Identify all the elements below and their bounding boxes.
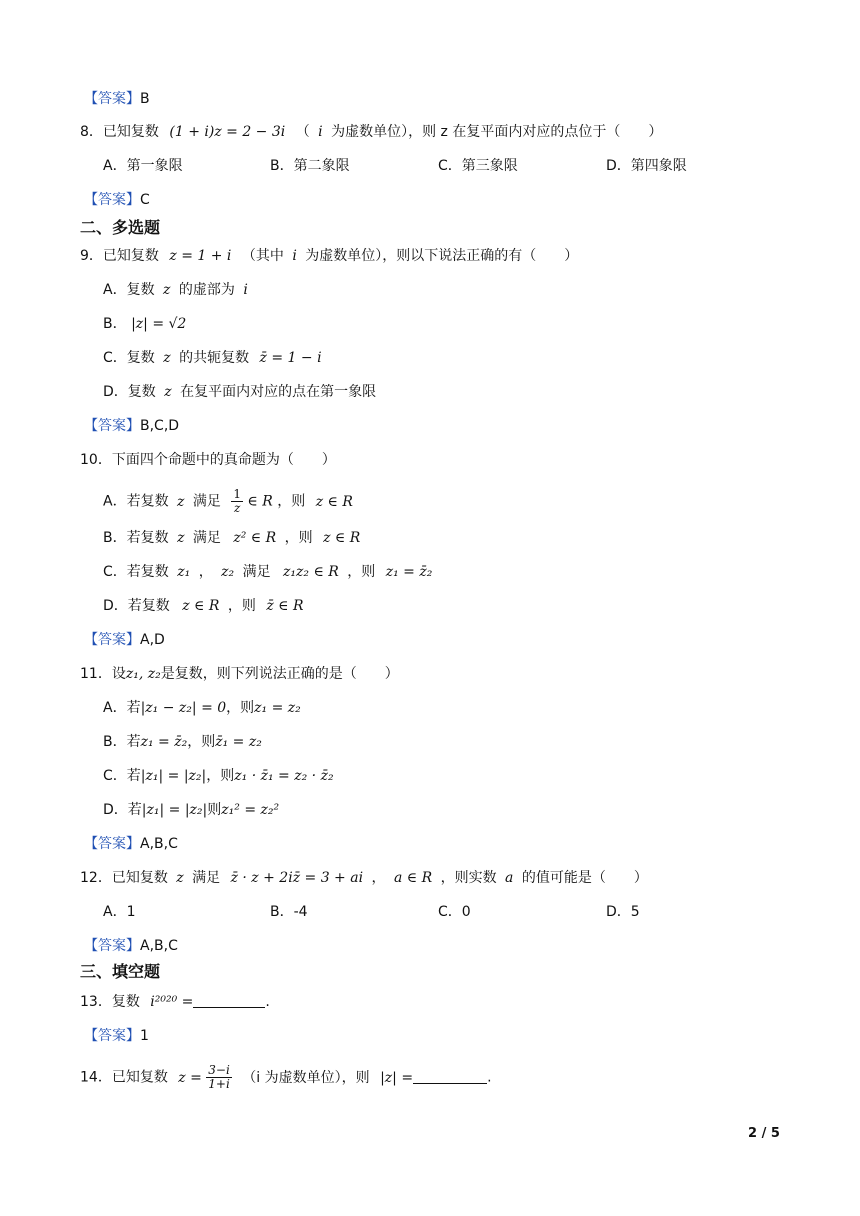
math-expression: |z₁| = |z₂| [141,802,208,818]
math-expression: i²⁰²⁰ = [150,994,194,1010]
question-text: 满足 [192,870,221,886]
option-text: ，则 [226,700,255,716]
answer-tag: 【答案】 [84,1028,140,1044]
answer-value: A,B,C [140,836,178,852]
option-d [103,382,376,402]
question-text: 11．设 [80,666,126,682]
answer-line [84,630,165,650]
option-text: C．若复数 [103,564,169,580]
option-c [103,766,334,786]
math-expression: z̄ · z + 2iz̄ = 3 + ai [230,870,364,886]
option-text: 在复平面内对应的点在第一象限 [180,384,377,400]
answer-value: A,B,C [140,938,178,954]
math-expression: z² ∈ R [233,530,277,546]
answer-value: 1 [140,1028,149,1044]
question-text: . [265,994,270,1010]
math-expression: |z₁ − z₂| = 0 [140,700,227,716]
answer-line [84,936,178,956]
question-number: 8． [80,124,103,140]
math-expression: (1 + i)z = 2 − 3i [169,124,286,140]
option-a: A．第一象限 [103,158,183,174]
math-expression: a ∈ R [393,870,433,886]
math-i: i [243,282,248,298]
math-z: z [163,350,171,366]
option-text: ，则 [347,564,376,580]
option-c: C．第三象限 [438,158,518,174]
option-text: 满足 [192,493,221,510]
option-a [103,488,353,515]
answer-value: B [140,91,150,107]
option-text: A．复数 [103,282,155,298]
question-text: ， [371,870,386,886]
question-text: ，则实数 [440,870,497,886]
option-text: ，则 [277,493,306,510]
answer-line [84,1026,149,1046]
option-text: ，则 [227,598,256,614]
option-text: A．若 [103,700,141,716]
question-text: （其中 [241,248,284,264]
answer-blank[interactable] [193,993,265,1008]
option-text: 则 [207,802,222,818]
option-a [103,280,252,300]
page-number: 2 / 5 [748,1126,780,1141]
answer-tag: 【答案】 [84,632,140,648]
math-a: a [505,870,514,886]
option-b [103,732,262,752]
math-expression: z₁z₂ ∈ R [283,564,339,580]
math-z: z [177,493,185,510]
fraction-denominator: 1+i [208,1077,230,1091]
math-i: i [292,248,297,264]
option-text: 的虚部为 [178,282,235,298]
option-text: ，则 [206,768,235,784]
question-11 [80,664,399,684]
math-expression: |z| = √2 [131,316,187,332]
option-text: 满足 [242,564,271,580]
question-text: 9．已知复数 [80,248,159,264]
answer-line [84,416,179,436]
question-13 [80,992,270,1012]
question-text: 已知复数 [102,124,159,140]
answer-line [84,89,150,109]
question-text: . [487,1069,492,1086]
answer-tag: 【答案】 [84,192,140,208]
option-text: D．若复数 [103,598,170,614]
math-expression: z̄ ∈ R [266,598,304,614]
question-text: 13．复数 [80,994,140,1010]
fraction [206,1064,232,1091]
option-text: ，则 [284,530,313,546]
math-expression: z₁ = z̄₂ [140,734,188,750]
math-expression: z = [178,1069,202,1086]
math-z: z [164,384,172,400]
question-10 [80,450,336,470]
option-d: D．5 [606,904,640,920]
math-expression: z₁ = z̄₂ [385,564,433,580]
option-a: A．1 [103,904,136,920]
math-expression: z₁ · z̄₁ = z₂ · z̄₂ [234,768,334,784]
option-text: D．复数 [103,384,156,400]
answer-value: B,C,D [140,418,180,434]
option-text: D．若 [103,802,142,818]
math-expression: z ∈ R [323,530,361,546]
math-expression: z₁, z₂ [125,666,161,682]
math-expression: z₁ = z₂ [254,700,301,716]
option-d [103,596,304,616]
math-expression: z = 1 + i [169,248,232,264]
fraction-numerator: 3−i [208,1063,230,1077]
fraction-denominator: z [233,501,241,515]
option-c: C．0 [438,904,471,920]
option-b: B．第二象限 [270,158,350,174]
section-heading-multi: 二、多选题 [80,218,161,237]
math-expression: z₁² = z₂² [221,802,280,818]
question-text: 为虚数单位），则 z 在复平面内对应的点位于（ ） [331,124,663,140]
math-z: z [163,282,171,298]
math-expression: z₁ [177,564,191,580]
answer-tag: 【答案】 [84,91,140,107]
answer-line [84,190,150,210]
answer-tag: 【答案】 [84,938,140,954]
math-expression: |z₁| = |z₂| [140,768,207,784]
section-heading-fill: 三、填空题 [80,962,161,981]
math-expression: z₂ [221,564,235,580]
question-12 [80,868,648,888]
answer-value: A,D [140,632,165,648]
fraction-numerator: 1 [233,487,241,501]
answer-tag: 【答案】 [84,836,140,852]
math-i: i [318,124,323,140]
question-text: 12．已知复数 [80,870,168,886]
answer-tag: 【答案】 [84,418,140,434]
option-d [103,800,279,820]
option-text: ，则 [187,734,216,750]
math-expression: z ∈ R [315,493,353,510]
option-c [103,348,322,368]
option-d: D．第四象限 [606,158,687,174]
option-b [103,314,186,334]
fraction [231,488,243,515]
question-text: 为虚数单位），则以下说法正确的有（ ） [305,248,579,264]
math-expression: z ∈ R [182,598,220,614]
question-text: 是复数，则下列说法正确的是（ ） [160,666,399,682]
question-text: 14．已知复数 [80,1069,168,1086]
question-text: 10．下面四个命题中的真命题为（ ） [80,452,336,468]
option-text: ， [198,564,213,580]
math-expression: ∈ R [247,493,273,510]
option-b: B．-4 [270,904,308,920]
question-14 [80,1064,492,1091]
math-z: z [177,530,185,546]
question-text: 的值可能是（ ） [521,870,648,886]
option-a [103,698,301,718]
option-text: 满足 [192,530,221,546]
question-8 [80,122,662,142]
math-expression: |z| = [380,1069,414,1086]
option-text: C．若 [103,768,141,784]
question-text: （i 为虚数单位），则 [242,1069,370,1086]
answer-blank[interactable] [413,1069,487,1084]
option-text: B．若 [103,734,141,750]
question-9 [80,246,578,266]
answer-value: C [140,192,150,208]
math-expression: z̄ = 1 − i [259,350,322,366]
option-c [103,562,432,582]
option-text: B．若复数 [103,530,169,546]
option-b [103,528,360,548]
option-text: B． [103,316,127,332]
answer-line [84,834,178,854]
math-expression: z̄₁ = z₂ [215,734,262,750]
option-text: 的共轭复数 [179,350,250,366]
option-text: A．若复数 [103,493,169,510]
question-text: （ [295,124,310,140]
option-text: C．复数 [103,350,155,366]
math-z: z [176,870,184,886]
